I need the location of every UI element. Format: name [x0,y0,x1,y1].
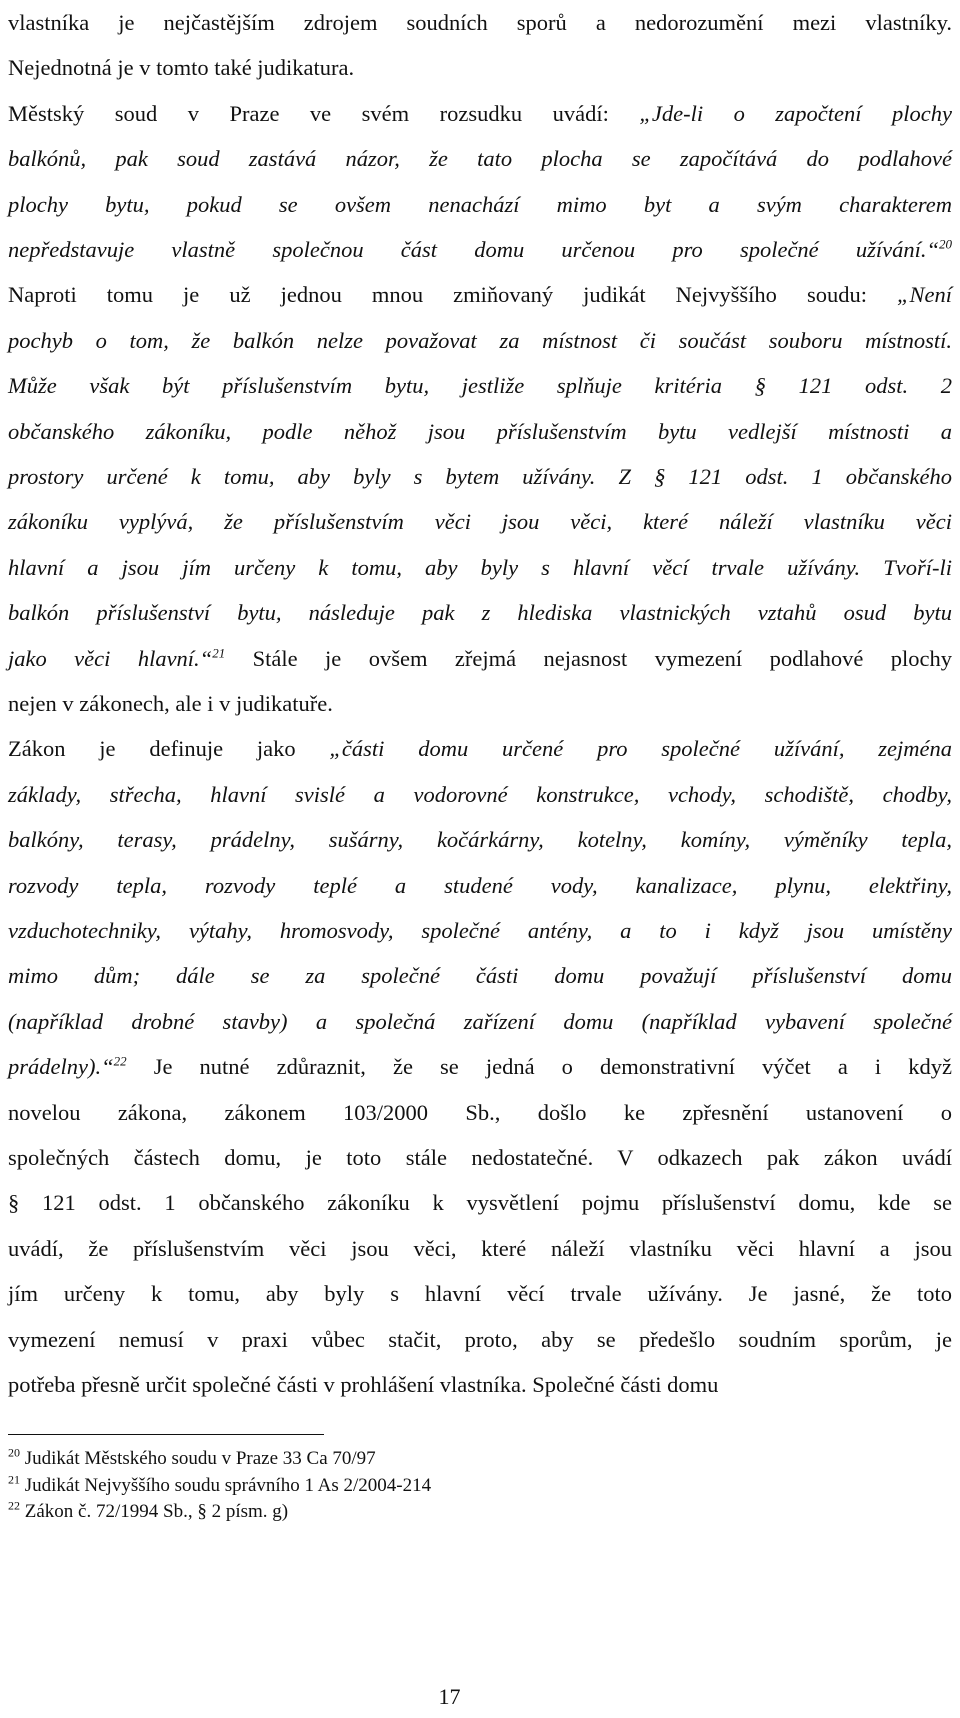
text-run: mimo dům; dále se za společné části domu považují příslušenství domu [8,963,952,989]
footnote [8,1500,288,1524]
text-line [8,1325,952,1355]
text-run: Může však být příslušenstvím bytu, jestliže splňuje kritéria § 121 odst. 2 [8,373,952,399]
text-run: „Není [896,282,952,308]
text-run: jím určeny k tomu, aby byly s hlavní věcí trvale užívány. Je jasné, že toto [8,1281,952,1307]
text-line [8,1279,952,1309]
text-line [8,1052,952,1082]
footnote-number: 21 [8,1472,20,1487]
document-page [8,0,952,1718]
text-run: rozvody tepla, rozvody teplé a studené vody, kanalizace, plynu, elektřiny, [8,872,952,898]
text-run: balkón příslušenství bytu, následuje pak z hlediska vlastnických vztahů osud bytu [8,600,952,626]
text-line [8,190,952,220]
text-run: Městský soud v Praze ve svém rozsudku uvádí: [8,100,640,126]
text-run: nepředstavuje vlastně společnou část domu určenou pro společné užívání.“ [8,237,939,262]
text-line [8,371,952,401]
footnote-reference: 20 [939,236,952,252]
text-line [8,598,952,628]
text-run: hlavní a jsou jím určeny k tomu, aby byly s hlavní věcí trvale užívány. Tvoří-li [8,554,952,580]
footnote-text: Zákon č. 72/1994 Sb., § 2 písm. g) [20,1501,289,1522]
text-line [8,417,952,447]
text-line [8,1098,952,1128]
text-run: vlastníka je nejčastějším zdrojem soudních sporů a nedorozumění mezi vlastníky. [8,10,952,35]
text-run: (například drobné stavby) a společná zařízení domu (například vybavení společné [8,1008,952,1034]
footnote-text: Judikát Nejvyššího soudu správního 1 As 2/2004-214 [20,1475,432,1496]
text-line [8,871,952,901]
text-line [8,99,952,129]
text-run: Zákon je definuje jako [8,736,330,762]
text-line [8,53,952,83]
text-line [8,326,952,356]
text-run: Je nutné zdůraznit, že se jedná o demonstrativní výčet a i když [126,1054,952,1080]
text-run: „části domu určené pro společné užívání, zejména [329,736,952,762]
text-run: § 121 odst. 1 občanského zákoníku k vysvětlení pojmu příslušenství domu, kde se [8,1190,952,1216]
text-line [8,462,952,492]
text-run: Naproti tomu je už jednou mnou zmiňovaný judikát Nejvyššího soudu: [8,282,897,308]
text-run: balkóny, terasy, prádelny, sušárny, kočárkárny, kotelny, komíny, výměníky tepla, [8,827,952,853]
text-line [8,1370,952,1400]
text-line [8,825,952,855]
text-line [8,734,952,764]
text-line [8,1007,952,1037]
text-run: zákoníku vyplývá, že příslušenstvím věci jsou věci, které náleží vlastníku věci [8,509,952,535]
text-run: občanského zákoníku, podle něhož jsou příslušenstvím bytu vedlejší místnosti a [8,418,952,444]
footnote-number: 20 [8,1445,20,1460]
text-line [8,689,952,719]
text-run: pochyb o tom, že balkón nelze považovat za místnost či součást souboru místností. [8,327,952,353]
text-run: potřeba přesně určit společné části v prohlášení vlastníka. Společné části domu [8,1372,719,1397]
footnote [8,1447,376,1471]
text-line [8,280,952,310]
text-line [8,644,952,674]
text-line [8,1188,952,1218]
text-run: jako věci hlavní.“ [8,645,213,671]
text-run: prostory určené k tomu, aby byly s bytem užívány. Z § 121 odst. 1 občanského [8,464,952,489]
text-run: balkónů, pak soud zastává názor, že tato plocha se započítává do podlahové [8,146,952,172]
text-line [8,961,952,991]
footnote-reference: 22 [113,1053,127,1069]
text-line [8,553,952,583]
text-run: společných částech domu, je toto stále nedostatečné. V odkazech pak zákon uvádí [8,1145,952,1170]
text-run: vzduchotechniky, výtahy, hromosvody, společné antény, a to i když jsou umístěny [8,918,952,943]
text-line [8,916,952,946]
footnote-separator [8,1434,324,1435]
footnote-number: 22 [8,1498,20,1513]
text-run: vymezení nemusí v praxi vůbec stačit, proto, aby se předešlo soudním sporům, je [8,1326,952,1352]
text-line [8,1143,952,1173]
text-run: uvádí, že příslušenstvím věci jsou věci, které náleží vlastníku věci hlavní a jsou [8,1235,952,1261]
text-run: „Jde-li o započtení plochy [639,100,952,126]
text-line [8,507,952,537]
text-line [8,235,952,265]
text-run: plochy bytu, pokud se ovšem nenachází mimo byt a svým charakterem [8,191,952,217]
footnote-reference: 21 [212,645,226,661]
text-line [8,1234,952,1264]
footnote [8,1474,431,1498]
text-run: Stále je ovšem zřejmá nejasnost vymezení podlahové plochy [225,645,953,671]
text-line [8,780,952,810]
text-run: nejen v zákonech, ale i v judikatuře. [8,691,333,716]
text-line [8,8,952,38]
footnote-text: Judikát Městského soudu v Praze 33 Ca 70/97 [20,1448,376,1469]
text-run: novelou zákona, zákonem 103/2000 Sb., došlo ke zpřesnění ustanovení o [8,1099,952,1125]
text-run: prádelny).“ [8,1054,114,1080]
page-number: 17 [438,1684,461,1709]
text-run: Nejednotná je v tomto také judikatura. [8,55,355,81]
text-run: základy, střecha, hlavní svislé a vodorovné konstrukce, vchody, schodiště, chodby, [8,781,952,807]
text-line [8,144,952,174]
